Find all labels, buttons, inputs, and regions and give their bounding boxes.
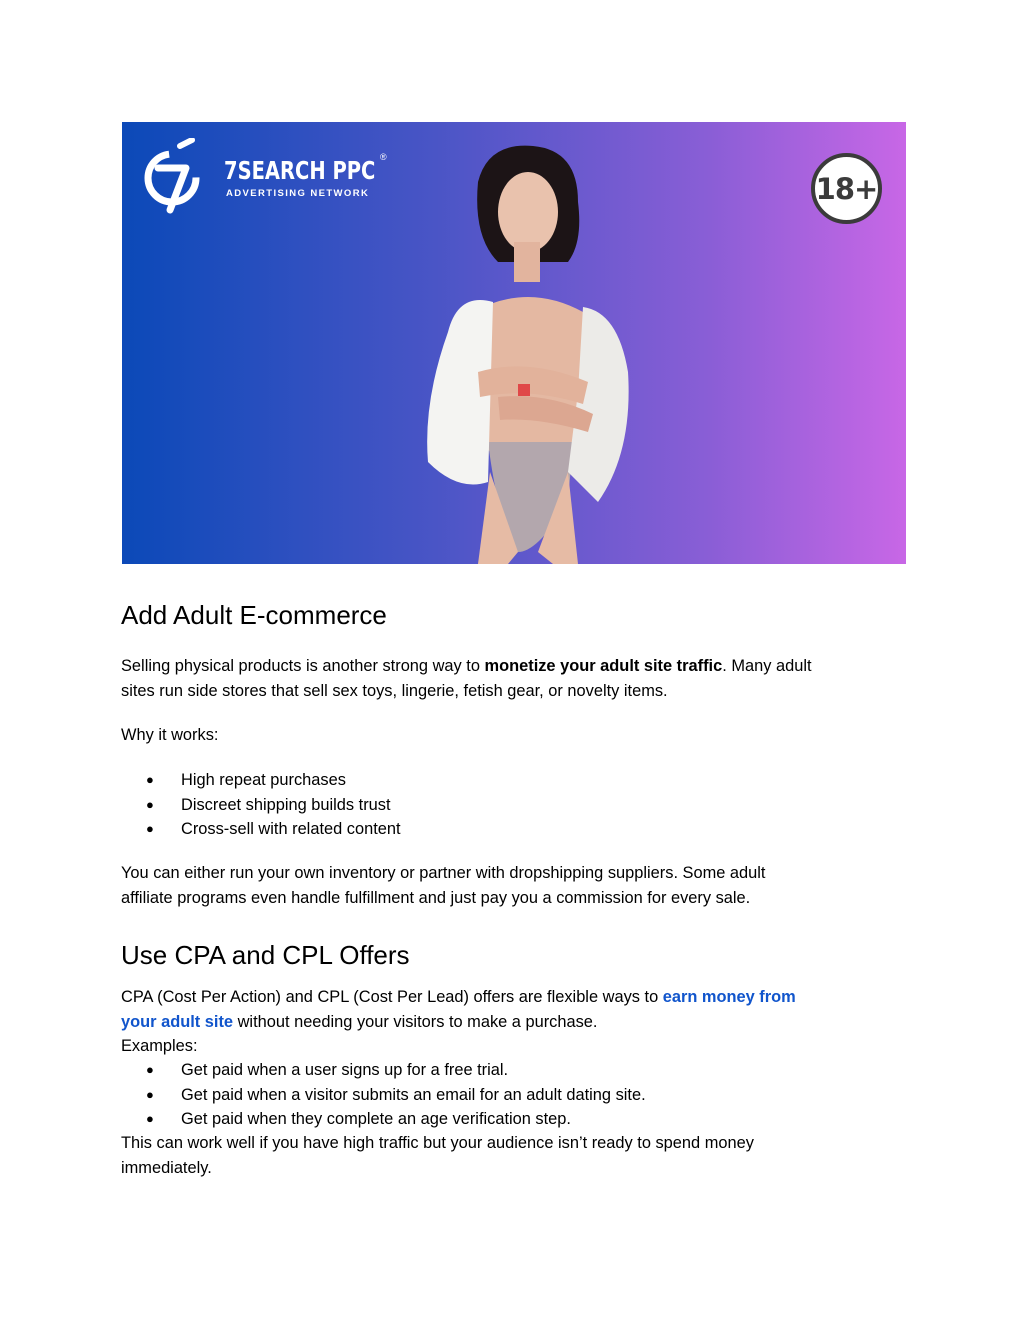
seven-swirl-logo-icon [140,138,212,218]
brand-logo [140,138,420,218]
age-18-badge: 18+ [811,153,882,224]
section-heading-cpa-cpl: Use CPA and CPL Offers [121,940,410,970]
bold-phrase-monetize: monetize your adult site traffic [484,657,723,675]
list-item: ● Get paid when a user signs up for a free trial. [121,1058,646,1083]
examples-label: Examples: [121,1037,198,1055]
hero-banner [122,122,906,564]
list-item: ● Get paid when a visitor submits an email for an adult dating site. [121,1083,646,1108]
list-item: ● High repeat purchases [121,768,401,793]
section-heading-adult-ecommerce: Add Adult E-commerce [121,600,387,630]
cpa-intro-paragraph: CPA (Cost Per Action) and CPL (Cost Per Lead) offers are flexible ways to earn money from your adult site without needing your visitors to make a purchase. Examples: [121,985,911,1059]
ecommerce-outro-paragraph: You can either run your own inventory or partner with dropshipping suppliers. Some adult affiliate programs even handle fulfillment and just pay you a commission for every sale. [121,864,766,907]
brand-subtitle: ADVERTISING NETWORK [226,188,370,199]
model-photo [418,142,648,564]
examples-list [121,1058,646,1132]
registered-mark: ® [380,152,387,162]
list-item: ● Discreet shipping builds trust [121,793,401,818]
ecommerce-intro-paragraph: Selling physical products is another strong way to monetize your adult site traffic. Many adult sites run side stores that sell sex toys, lingerie, fetish gear, or novelty items. [121,657,812,700]
cpa-outro-paragraph: This can work well if you have high traffic but your audience isn’t ready to spend money immediately. [121,1134,754,1177]
brand-title: 7SEARCH PPC [224,156,376,185]
earn-money-link[interactable]: earn money from [662,988,796,1006]
list-item: ● Get paid when they complete an age verification step. [121,1107,646,1132]
list-item: ● Cross-sell with related content [121,817,401,842]
earn-money-link-continued[interactable]: your adult site [121,1012,234,1031]
why-it-works-label: Why it works: [121,726,219,744]
why-it-works-list [121,768,401,842]
